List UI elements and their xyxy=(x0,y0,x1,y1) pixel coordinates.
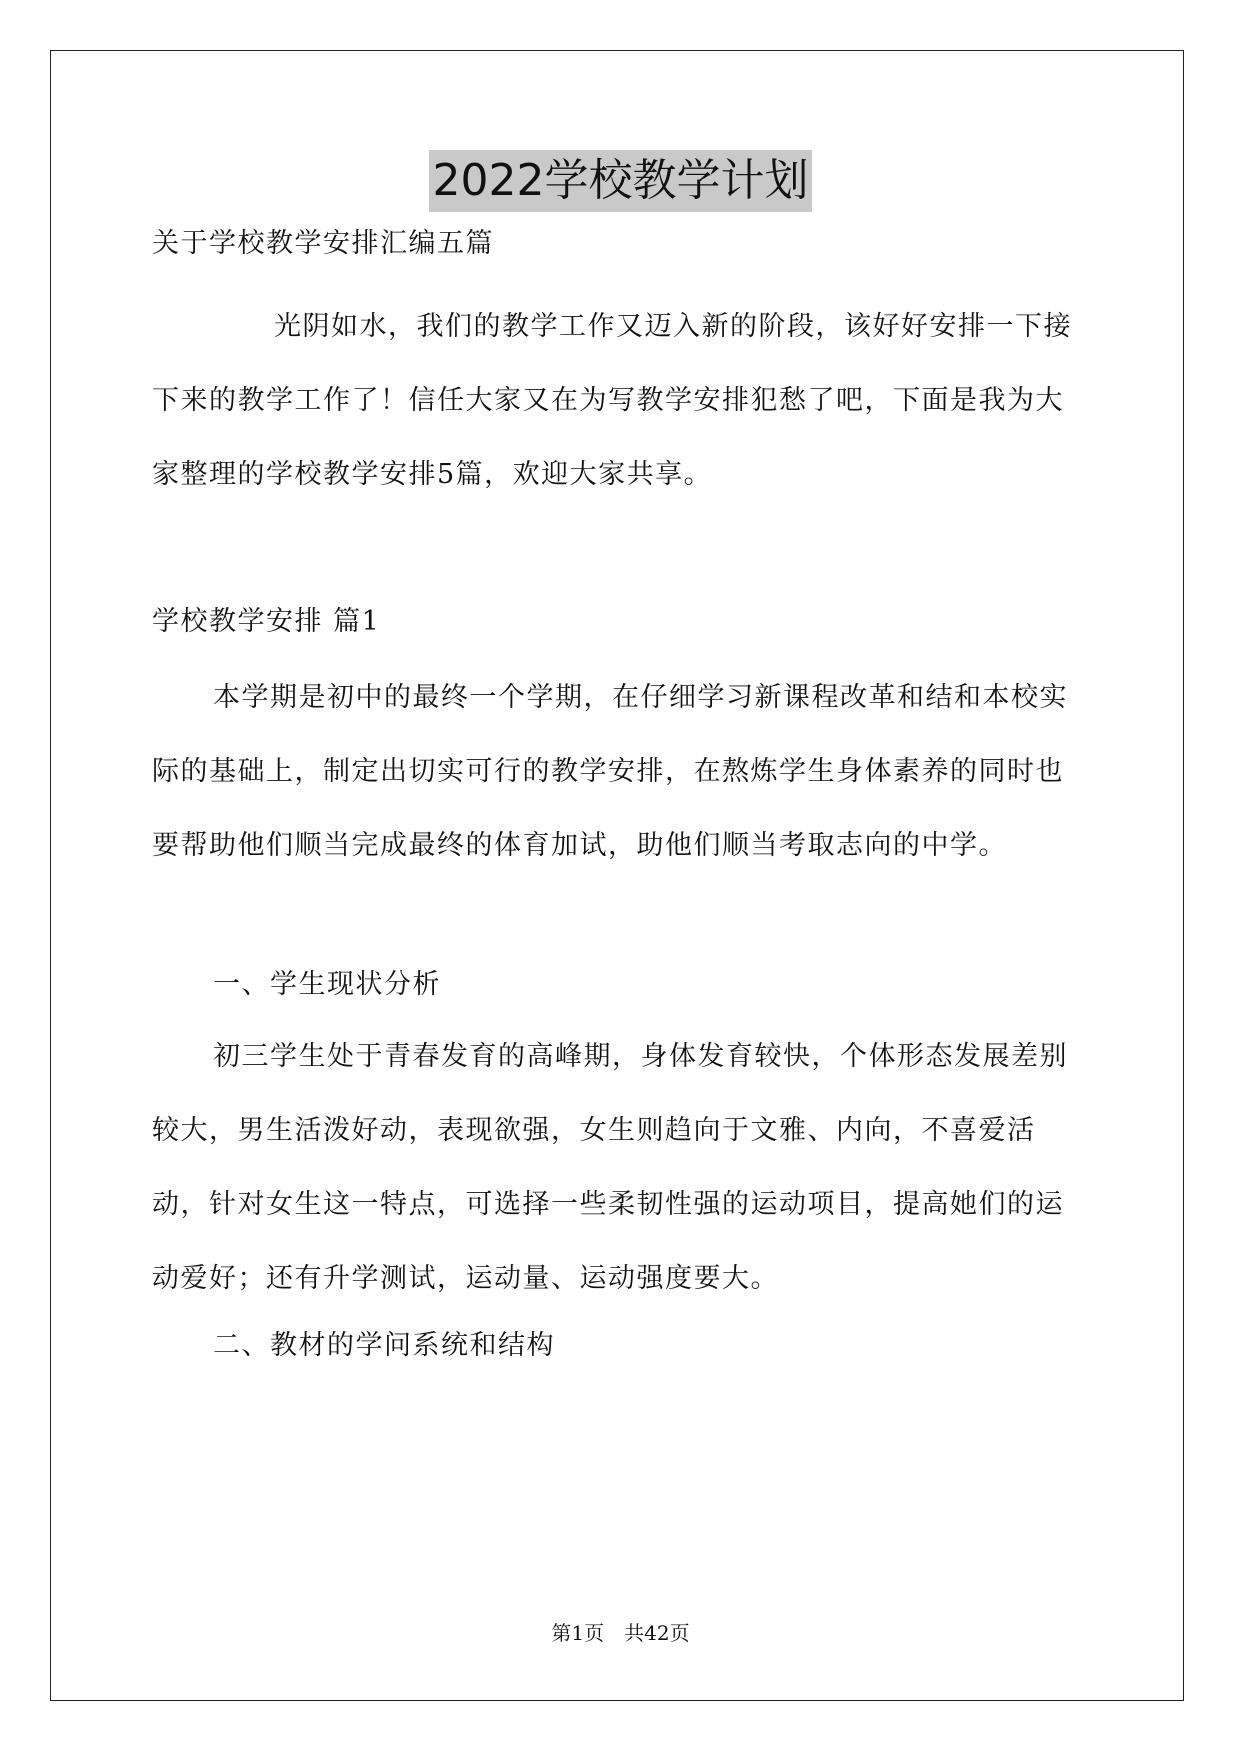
heading-student-analysis: 一、学生现状分析 xyxy=(213,969,441,1000)
document-title xyxy=(0,150,1241,212)
document-subtitle: 关于学校教学安排汇编五篇 xyxy=(152,228,494,259)
body-paragraph-2: 初三学生处于青春发育的高峰期，身体发育较快，个体形态发展差别较大，男生活泼好动，表现欲强，女生则趋向于文雅、内向，不喜爱活动，针对女生这一特点，可选择一些柔韧性强的运动项目，提高她们的运动爱好；还有升学测试，运动量、运动强度要大。 xyxy=(152,1041,1068,1294)
section-heading: 学校教学安排 篇1 xyxy=(152,606,381,637)
heading-textbook-structure: 二、教材的学问系统和结构 xyxy=(213,1330,555,1361)
page-footer xyxy=(0,1618,1241,1648)
page-number-label: 第1页 共42页 xyxy=(551,1621,690,1645)
intro-paragraph: 光阴如水，我们的教学工作又迈入新的阶段，该好好安排一下接下来的教学工作了！信任大家又在为写教学安排犯愁了吧，下面是我为大家整理的学校教学安排5篇，欢迎大家共享。 xyxy=(152,311,1072,490)
body-paragraph-1: 本学期是初中的最终一个学期，在仔细学习新课程改革和结和本校实际的基础上，制定出切实可行的教学安排，在熬炼学生身体素养的同时也要帮助他们顺当完成最终的体育加试，助他们顺当考取志向的中学。 xyxy=(152,682,1068,861)
title-text: 2022学校教学计划 xyxy=(429,150,813,212)
